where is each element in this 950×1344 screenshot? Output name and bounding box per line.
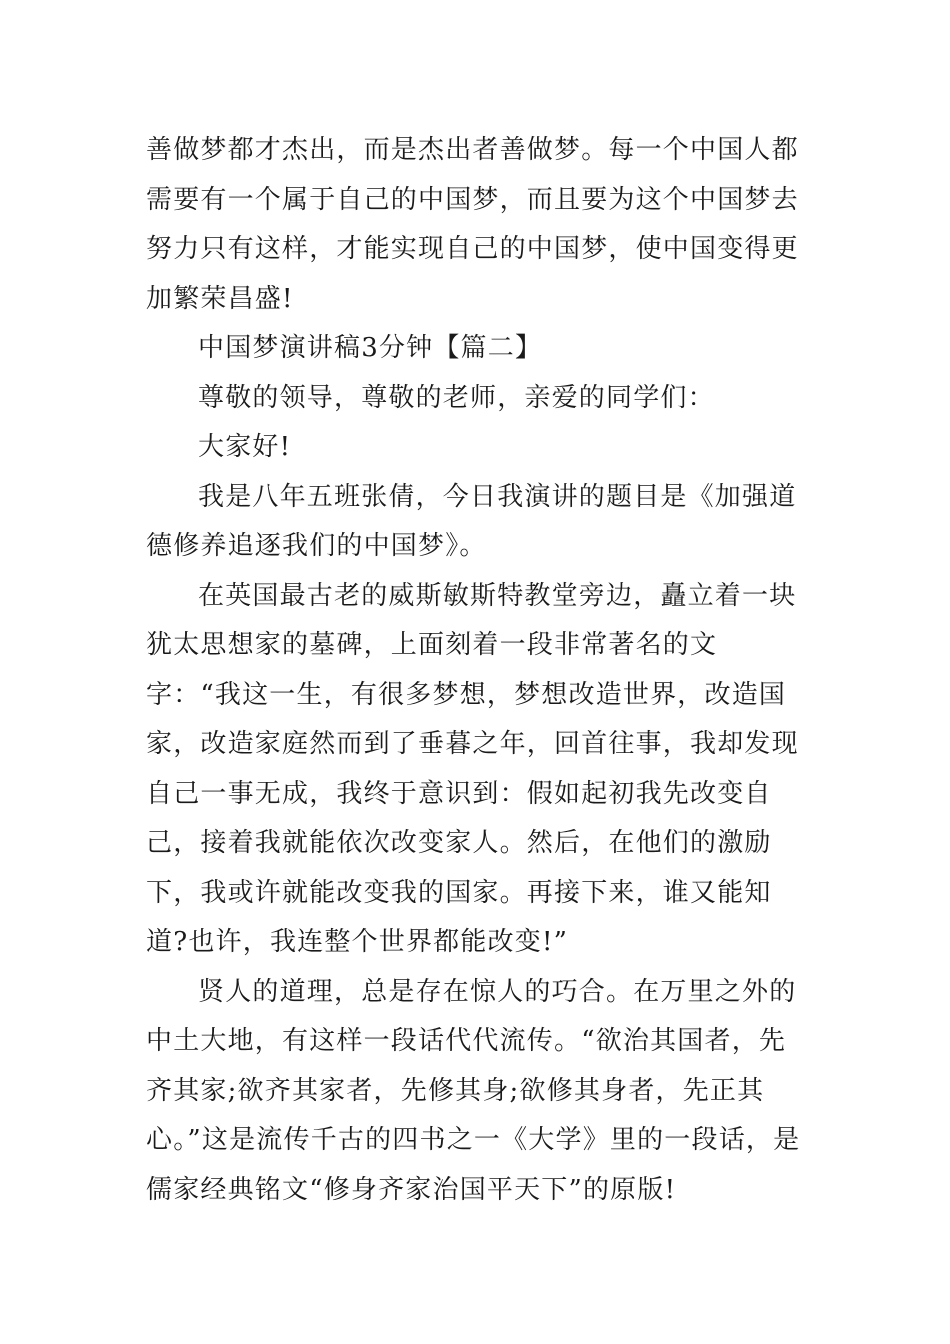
paragraph-tombstone-quote: 在英国最古老的威斯敏斯特教堂旁边，矗立着一块犹太思想家的墓碑，上面刻着一段非常著名的文字：“我这一生，有很多梦想，梦想改造世界，改造国家，改造家庭然而到了垂暮之年，回首往事，我却发现自己一事无成，我终于意识到：假如起初我先改变自己，接着我就能依次改变家人。然后，在他们的激励下，我或许就能改变我的国家。再接下来，谁又能知道?也许，我连整个世界都能改变!” [146, 580, 799, 957]
paragraph-introduction: 我是八年五班张倩，今日我演讲的题目是《加强道德修养追逐我们的中国梦》。 [146, 481, 797, 561]
paragraph-continuation: 善做梦都才杰出，而是杰出者善做梦。每一个中国人都需要有一个属于自己的中国梦，而且要为这个中国梦去努力只有这样，才能实现自己的中国梦，使中国变得更加繁荣昌盛! [146, 135, 799, 314]
document-body [146, 126, 808, 1215]
section-heading: 中国梦演讲稿3分钟【篇二】 [198, 333, 543, 363]
greeting: 大家好! [198, 432, 292, 462]
paragraph-daxue-quote: 贤人的道理，总是存在惊人的巧合。在万里之外的中土大地，有这样一段话代代流传。“欲治其国者，先齐其家;欲齐其家者，先修其身;欲修其身者，先正其心。”这是流传千古的四书之一《大学》里的一段话，是儒家经典铭文“修身齐家治国平天下”的原版! [146, 976, 801, 1205]
salutation: 尊敬的领导，尊敬的老师，亲爱的同学们： [198, 382, 715, 413]
